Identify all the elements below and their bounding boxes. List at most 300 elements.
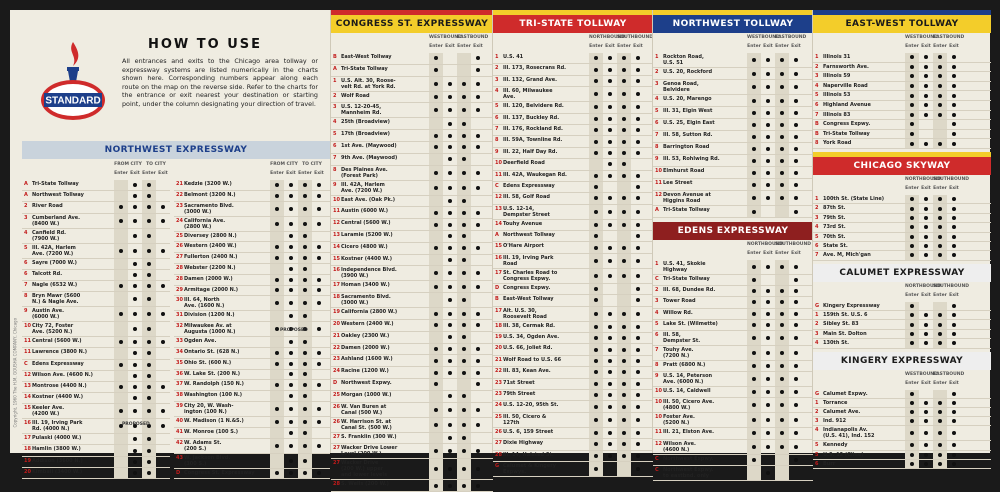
congress-availability-dot — [448, 258, 452, 262]
tristate-cell — [589, 367, 603, 377]
northwest_tollway-sub-label: Enter — [775, 44, 789, 49]
congress-cell — [471, 142, 485, 153]
skyway-cell — [933, 242, 947, 250]
tristate-availability-dot — [636, 442, 640, 446]
northwest-expressway-cell — [156, 393, 170, 403]
tristate-availability-dot — [594, 56, 598, 60]
northwest-expressway-availability-dot — [303, 444, 307, 448]
tristate-exit-cells — [589, 367, 645, 377]
northwest-expressway-exit-cells — [114, 404, 170, 418]
tristate-exit-name: Ill. 22, Half Day Rd. — [503, 148, 558, 155]
northwest-expressway-exit-name: Congress St. Expressway — [184, 469, 255, 476]
northwest-expressway-availability-dot — [275, 351, 279, 355]
tristate-exit-number: 14 — [495, 220, 502, 227]
congress-availability-dot — [434, 223, 438, 227]
congress-exit-row — [331, 308, 493, 320]
northwest-expressway-cell — [270, 469, 284, 479]
congress-availability-dot — [448, 108, 452, 112]
congress-cell — [429, 355, 443, 366]
northwest_tollway-availability-dot — [794, 58, 798, 62]
congress-exit-name: Western (2400 W.) — [341, 320, 394, 327]
tristate-availability-dot — [622, 196, 626, 200]
tristate-cell — [589, 64, 603, 74]
skyway-availability-dot — [910, 253, 914, 257]
northwest_expressway-sub-label: Exit — [158, 171, 168, 176]
congress-cell — [457, 355, 471, 366]
edens-exit-number: 2 — [655, 287, 659, 294]
northwest_expressway-column-header — [174, 160, 330, 180]
northwest-expressway-exit-cells — [114, 337, 170, 347]
east_west-availability-dot — [938, 55, 942, 59]
skyway-sub-label: Exit — [949, 185, 959, 191]
congress-availability-dot — [462, 95, 466, 99]
northwest-expressway-cell — [156, 191, 170, 201]
edens-availability-dot — [766, 289, 770, 293]
edens-exit-cells — [747, 331, 803, 345]
northwest_tollway-cell — [789, 167, 803, 178]
congress-exit-name: Laramie (5200 W.) — [341, 231, 393, 238]
edens-banner: EDENS EXPRESSWAY — [653, 222, 813, 240]
edens-exit-row — [653, 331, 813, 346]
skyway-availability-dot — [952, 207, 956, 211]
northwest-expressway-cell — [128, 393, 142, 403]
skyway-banner: CHICAGO SKYWAY — [813, 157, 991, 175]
northwest_tollway-cell — [761, 179, 775, 190]
northwest_tollway-availability-dot — [794, 196, 798, 200]
northwest-expressway-cell — [114, 229, 128, 243]
tristate-exit-number: 22 — [495, 368, 502, 375]
congress-cell — [471, 403, 485, 417]
northwest-expressway-availability-dot — [289, 234, 293, 238]
tristate-availability-dot — [636, 68, 640, 72]
tristate-exit-name: O'Hare Airport — [503, 243, 544, 250]
edens-exit-name: Ill. 58, Dempster St. — [663, 331, 701, 344]
congress-cell — [443, 459, 457, 479]
calumet-availability-dot — [910, 304, 914, 308]
calumet-cell — [905, 320, 919, 328]
northwest-expressway-exit-row — [174, 202, 330, 217]
congress-cell — [429, 367, 443, 378]
congress-exit-row — [331, 391, 493, 403]
edens-cell — [747, 413, 761, 427]
tristate-cell — [589, 114, 603, 124]
edens-cell — [761, 286, 775, 296]
skyway-availability-dot — [952, 225, 956, 229]
congress-cell — [443, 142, 457, 153]
congress-availability-dot — [434, 449, 438, 453]
kingery-availability-dot — [938, 453, 942, 457]
kingery-exit-row — [813, 417, 991, 426]
northwest-expressway-exit-name: W. Monroe (100 S.) — [184, 428, 238, 435]
congress-exit-cells — [429, 444, 485, 458]
northwest-expressway-cell — [312, 428, 326, 438]
kingery-cell — [905, 399, 919, 407]
calumet-cell — [919, 302, 933, 310]
congress-cell — [443, 154, 457, 165]
kingery-cell — [933, 451, 947, 459]
congress-exit-number: 11 — [333, 208, 340, 215]
congress-cell — [429, 480, 443, 491]
kingery-cell — [905, 390, 919, 398]
edens-exit-number: C — [655, 276, 659, 282]
northwest_tollway-cell — [789, 131, 803, 142]
kingery-availability-dot — [910, 443, 914, 447]
edens-cell — [761, 428, 775, 438]
northwest-expressway-availability-dot — [303, 459, 307, 463]
congress-cell — [429, 65, 443, 76]
edens-cell — [747, 260, 761, 274]
congress-availability-dot — [448, 359, 452, 363]
northwest_tollway-availability-dot — [752, 183, 756, 187]
congress-cell — [443, 77, 457, 91]
congress-availability-dot — [448, 186, 452, 190]
tristate-availability-dot — [622, 454, 626, 458]
northwest_tollway-exit-row — [653, 179, 813, 191]
tristate-availability-dot — [622, 151, 626, 155]
east_west-exit-number: 3 — [815, 73, 819, 80]
tristate-cell — [589, 322, 603, 332]
northwest-expressway-cell — [156, 360, 170, 370]
congress-exit-name: Oakley (2300 W.) — [341, 332, 390, 339]
northwest-expressway-cell — [298, 286, 312, 296]
northwest-expressway-exit-cells — [270, 217, 326, 231]
congress-exit-row — [331, 459, 493, 480]
tristate-exit-row — [493, 462, 653, 477]
congress-cell — [457, 308, 471, 319]
northwest-expressway-cell — [270, 417, 284, 427]
kingery-exit-name: U.S. 12 (Cline) — [823, 451, 864, 458]
kingery-cell — [905, 426, 919, 440]
tristate-availability-dot — [636, 105, 640, 109]
skyway-availability-dot — [938, 244, 942, 248]
northwest-expressway-cell — [270, 202, 284, 216]
east_west-availability-dot — [952, 103, 956, 107]
northwest-expressway-cell — [298, 402, 312, 416]
northwest-expressway-exit-cells — [114, 259, 170, 269]
skyway-cell — [919, 251, 933, 259]
east_west-cell — [933, 91, 947, 100]
northwest-expressway-availability-dot — [161, 249, 165, 253]
northwest_tollway-cell — [789, 68, 803, 79]
tristate-availability-dot — [636, 140, 640, 144]
calumet-availability-dot — [952, 332, 956, 336]
northwest-expressway-exit-cells — [114, 307, 170, 321]
northwest-expressway-cell — [284, 402, 298, 416]
congress-availability-dot — [448, 449, 452, 453]
congress-cell — [471, 266, 485, 280]
congress-exit-name: U.S. Alt. 30, Roose- velt Rd. at York Rd. — [341, 77, 396, 90]
northwest-expressway-availability-dot — [147, 249, 151, 253]
congress-cell — [457, 403, 471, 417]
northwest-expressway-availability-dot — [275, 301, 279, 305]
congress-exit-number: 27 — [333, 460, 340, 467]
northwest_tollway-rows — [653, 53, 813, 218]
northwest-expressway-availability-dot — [289, 471, 293, 475]
congress-availability-dot — [448, 211, 452, 215]
edens-availability-dot — [766, 403, 770, 407]
northwest-expressway-availability-dot — [317, 301, 321, 305]
edens-exit-name: Tower Road — [663, 298, 696, 305]
calumet-availability-dot — [938, 313, 942, 317]
edens-cell — [789, 413, 803, 427]
edens-exit-name: U.S. 41, Skokie Highway — [663, 261, 706, 273]
congress-cell — [471, 281, 485, 292]
tristate-exit-row — [493, 171, 653, 182]
tristate-availability-dot — [636, 382, 640, 386]
northwest_tollway-availability-dot — [766, 123, 770, 127]
tristate-cell — [631, 220, 645, 230]
kingery-cell — [947, 399, 961, 407]
congress-cell — [457, 77, 471, 91]
congress-availability-dot — [434, 56, 438, 60]
east_west-exit-row — [813, 111, 991, 121]
calumet-cell — [919, 339, 933, 347]
congress-availability-dot — [476, 82, 480, 86]
congress-cell — [457, 332, 471, 343]
east_west-exit-cells — [905, 130, 961, 139]
calumet-exit-name: Main St. Dolton — [823, 330, 867, 337]
northwest-expressway-availability-dot — [289, 362, 293, 366]
congress-exit-name: W. Van Buren at Canal (500 W.) — [341, 403, 387, 416]
tristate-availability-dot — [594, 336, 598, 340]
tristate-cell — [603, 76, 617, 86]
congress-exit-name: W. Harrison St. at Canal St. (500 W.) — [341, 418, 392, 431]
northwest-expressway-cell — [142, 382, 156, 392]
congress-exit-number: 20 — [333, 320, 340, 327]
edens-availability-dot — [780, 431, 784, 435]
skyway-exit-cells — [905, 204, 961, 212]
northwest-expressway-exit-number: 41 — [176, 428, 183, 435]
congress-availability-dot — [476, 312, 480, 316]
northwest-expressway-cell — [298, 296, 312, 310]
congress-cell — [443, 281, 457, 292]
northwest_tollway-exit-name: Lee Street — [663, 180, 693, 186]
northwest-expressway-exit-row — [174, 439, 330, 454]
congress-cell — [471, 130, 485, 141]
northwest_tollway-availability-dot — [752, 72, 756, 76]
skyway-exit-row — [813, 233, 991, 242]
east_west-exit-cells — [905, 120, 961, 129]
tristate-cell — [631, 356, 645, 366]
kingery-exit-cells — [905, 426, 961, 440]
northwest-expressway-exit-name: W. Randolph (150 N.) — [184, 381, 244, 388]
edens-cell — [775, 413, 789, 427]
congress-exit-name: Ashland (1600 W.) — [341, 356, 393, 363]
congress-cell — [457, 266, 471, 280]
edens-availability-dot — [766, 336, 770, 340]
northwest-expressway-availability-dot — [147, 363, 151, 367]
kingery-cell — [947, 390, 961, 398]
skyway-cell — [933, 233, 947, 241]
east_west-cell — [947, 91, 961, 100]
tristate-exit-row — [493, 344, 653, 355]
northwest-expressway-cell — [298, 253, 312, 263]
northwest-expressway-exit-cells — [270, 253, 326, 263]
tristate-availability-dot — [636, 234, 640, 238]
congress-exit-cells — [429, 77, 485, 91]
northwest-expressway-exit-cells — [270, 296, 326, 310]
edens-exit-cells — [747, 309, 803, 319]
edens-exit-name: U.S. 14, Caldwell — [663, 388, 711, 395]
northwest-expressway-exit-row — [174, 348, 330, 359]
tristate-exit-name: 79th Street — [503, 390, 536, 397]
congress-cell — [443, 418, 457, 432]
east_west-availability-dot — [924, 84, 928, 88]
northwest-expressway-exit-number: 39 — [176, 402, 183, 409]
northwest-expressway-cell — [284, 348, 298, 358]
northwest-expressway-exit-name: Ill. 64, North Ave. (1600 N.) — [184, 297, 225, 310]
tristate-availability-dot — [622, 162, 626, 166]
kingery-exit-name: Torrance — [823, 399, 848, 406]
tristate-cell — [589, 193, 603, 203]
northwest_tollway-exit-number: 4 — [655, 96, 659, 102]
edens-cell — [789, 440, 803, 454]
edens-availability-dot — [752, 265, 756, 269]
northwest_tollway-availability-dot — [752, 123, 756, 127]
northwest_tollway-cell — [747, 119, 761, 130]
edens-exit-row — [653, 440, 813, 455]
northwest-expressway-exit-name: Lawrence (3800 N.) — [32, 349, 88, 356]
kingery-cell — [947, 426, 961, 440]
northwest-expressway-exit-cells — [114, 457, 170, 467]
northwest-expressway-right-column — [174, 160, 330, 479]
northwest_tollway-availability-dot — [766, 183, 770, 187]
kingery-cell — [919, 426, 933, 440]
northwest-expressway-exit-row — [174, 469, 330, 480]
kingery-cell — [919, 417, 933, 425]
northwest-expressway-availability-dot — [147, 219, 151, 223]
northwest-expressway-cell — [312, 296, 326, 310]
tristate-availability-dot — [622, 117, 626, 121]
northwest-expressway-exit-row — [174, 417, 330, 428]
tristate-availability-dot — [622, 325, 626, 329]
edens-cell — [761, 331, 775, 345]
northwest-expressway-cell — [156, 202, 170, 212]
kingery-cell — [947, 451, 961, 459]
edens-exit-row — [653, 372, 813, 387]
congress-cell — [457, 433, 471, 444]
tristate-exit-row — [493, 356, 653, 367]
east_west-exit-cells — [905, 72, 961, 81]
northwest-expressway-cell — [156, 292, 170, 306]
northwest-expressway-exit-cells — [114, 360, 170, 370]
tristate-cell — [617, 136, 631, 146]
northwest_tollway-cell — [747, 206, 761, 217]
copyright-note: Copyright, 1960 The H.M. GOUSHA COMPANY, Chicago — [12, 317, 18, 428]
skyway-cell — [933, 195, 947, 203]
northwest_tollway-availability-dot — [794, 135, 798, 139]
northwest-expressway-exit-name: Diversey (2800 N.) — [184, 232, 237, 239]
northwest-expressway-availability-dot — [147, 262, 151, 266]
northwest-expressway-exit-cells — [114, 371, 170, 381]
tristate-cell — [631, 413, 645, 427]
congress-exit-number: 18 — [333, 294, 340, 301]
skyway-availability-dot — [910, 197, 914, 201]
edens-availability-dot — [752, 390, 756, 394]
edens-exit-row — [653, 466, 813, 481]
tristate-exit-cells — [589, 451, 645, 461]
tristate-cell — [617, 231, 631, 241]
congress-exit-number: 26 — [333, 403, 340, 410]
tristate-cell — [631, 53, 645, 63]
northwest-expressway-availability-dot — [317, 245, 321, 249]
congress-exit-number: 16 — [333, 267, 340, 274]
northwest-expressway-cell — [284, 296, 298, 310]
northwest-expressway-availability-dot — [133, 449, 137, 453]
northwest-expressway-cell — [128, 457, 142, 467]
kingery-exit-row — [813, 408, 991, 417]
northwest-expressway-exit-name: W. Madison (1 N.&S.) — [184, 417, 244, 424]
northwest-expressway-cell — [114, 180, 128, 190]
tristate-availability-dot — [594, 79, 598, 83]
east_west-availability-dot — [938, 65, 942, 69]
northwest_tollway-exit-name: Elmhurst Road — [663, 168, 705, 174]
congress-availability-dot — [462, 171, 466, 175]
east_west-availability-dot — [952, 132, 956, 136]
northwest-expressway-availability-dot — [161, 340, 165, 344]
edens-availability-dot — [780, 300, 784, 304]
northwest-expressway-exit-cells — [270, 439, 326, 453]
northwest_expressway-sub-label: Enter — [142, 171, 156, 176]
east_west-exit-name: Farnsworth Ave. — [823, 63, 869, 70]
tristate-exit-number: A — [495, 232, 499, 239]
edens-cell — [747, 372, 761, 386]
northwest_tollway-exit-number: 2 — [655, 69, 659, 75]
northwest-expressway-cell — [114, 371, 128, 381]
northwest-expressway-exit-cells — [270, 391, 326, 401]
east_west-availability-dot — [924, 74, 928, 78]
tristate-exit-cells — [589, 390, 645, 400]
northwest-expressway-availability-dot — [275, 278, 279, 282]
northwest-expressway-exit-name: Ontario St. (628 N.) — [184, 348, 240, 355]
congress-exit-row — [331, 379, 493, 391]
edens-cell — [761, 297, 775, 307]
northwest-expressway-availability-dot — [275, 207, 279, 211]
tristate-cell — [617, 125, 631, 135]
northwest-expressway-availability-dot — [303, 340, 307, 344]
proposed-tag: PROPOSED — [280, 328, 308, 333]
northwest-expressway-exit-number: 38 — [176, 392, 183, 399]
calumet-availability-dot — [924, 323, 928, 327]
tristate-availability-dot — [608, 92, 612, 96]
congress-cell — [471, 344, 485, 355]
congress-exit-row — [331, 418, 493, 433]
congress-cell — [471, 332, 485, 343]
northwest-expressway-availability-dot — [317, 362, 321, 366]
tristate-sub-label: Enter — [589, 44, 603, 49]
kingery-sub-label: Enter — [933, 380, 947, 386]
congress-cell — [429, 391, 443, 402]
northwest-expressway-exit-row — [22, 202, 170, 213]
kingery-availability-dot — [938, 431, 942, 435]
tristate-availability-dot — [622, 128, 626, 132]
congress-cell — [429, 118, 443, 129]
east_west-cell — [933, 72, 947, 81]
tristate-availability-dot — [636, 259, 640, 263]
congress-availability-dot — [476, 449, 480, 453]
east_west-availability-dot — [924, 94, 928, 98]
tristate-banner: TRI-STATE TOLLWAY — [493, 15, 653, 33]
congress-availability-dot — [476, 134, 480, 138]
northwest-expressway-cell — [270, 242, 284, 252]
east_west-exit-row — [813, 72, 991, 82]
east_west-sub-label: Enter — [933, 44, 947, 49]
northwest-expressway-cell — [142, 202, 156, 212]
tristate-availability-dot — [636, 325, 640, 329]
tristate-exit-row — [493, 87, 653, 102]
northwest-expressway-cell — [114, 202, 128, 212]
congress-cell — [429, 344, 443, 355]
